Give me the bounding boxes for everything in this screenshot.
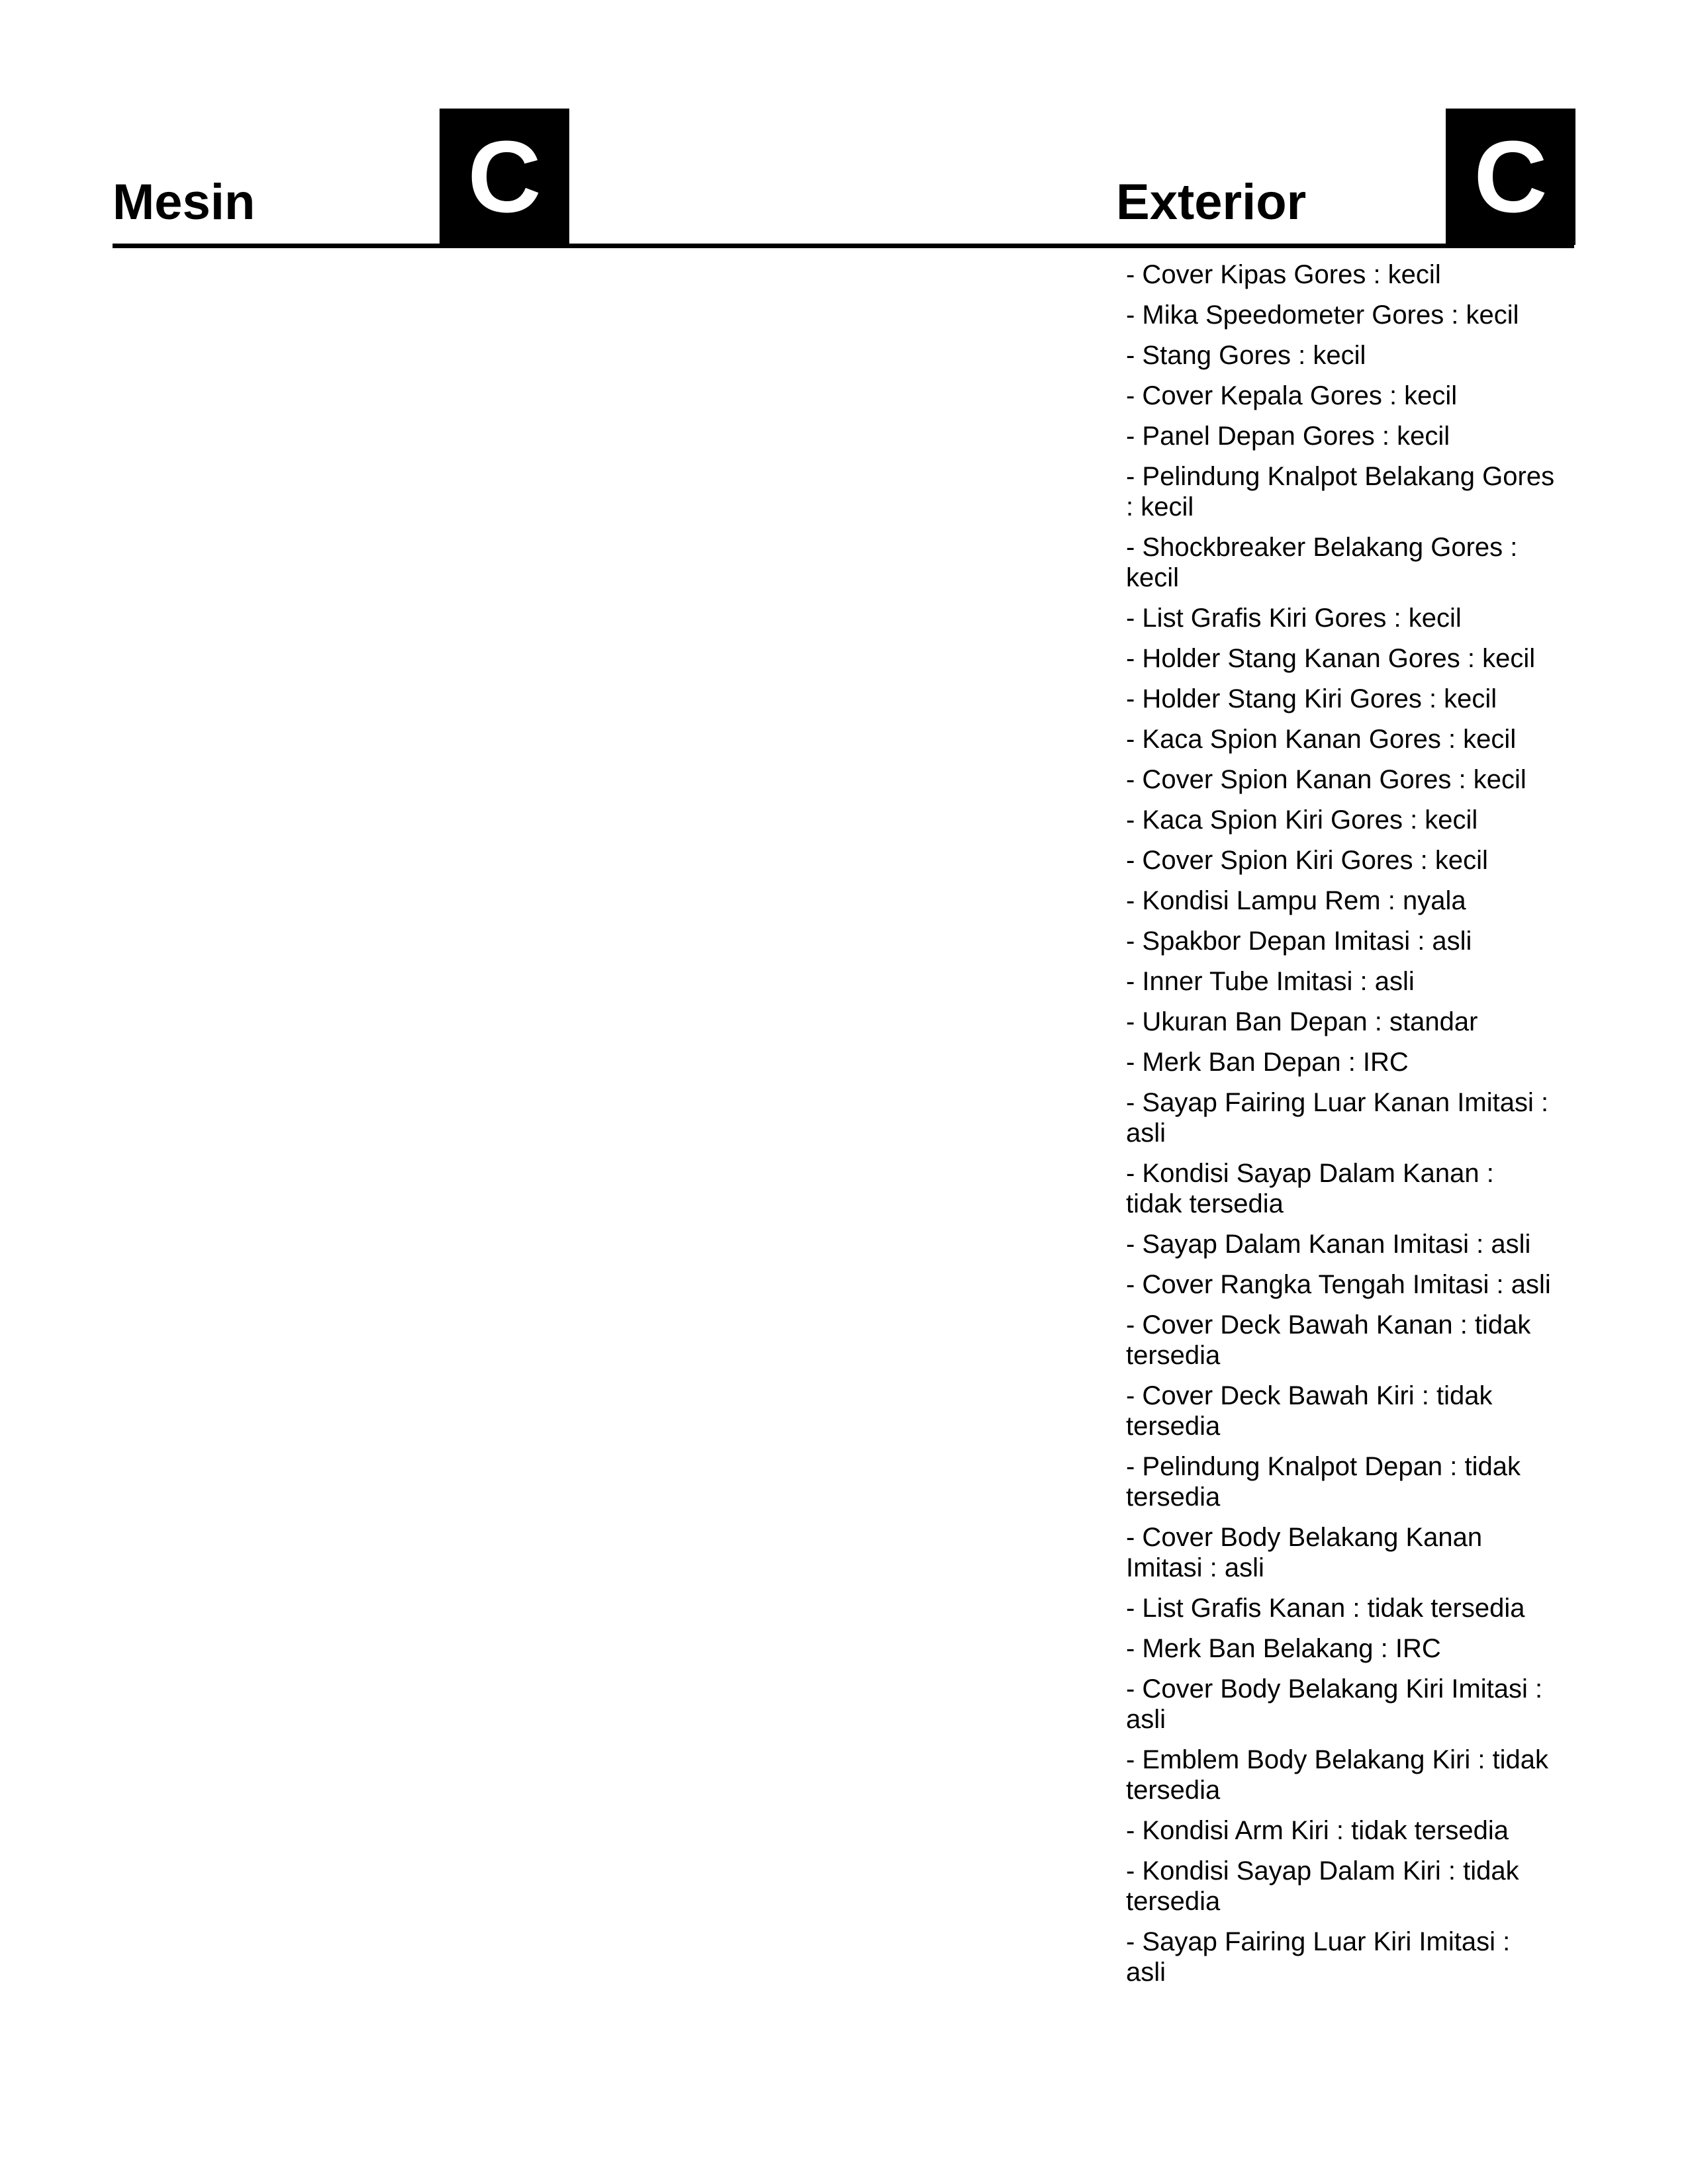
exterior-item: - Merk Ban Depan : IRC xyxy=(1126,1048,1409,1077)
exterior-item: - List Grafis Kanan : tidak tersedia xyxy=(1126,1594,1525,1623)
exterior-item: - Kondisi Sayap Dalam Kanan : tidak tersedia xyxy=(1126,1159,1494,1218)
exterior-item: - Holder Stang Kiri Gores : kecil xyxy=(1126,684,1497,713)
exterior-item: - Stang Gores : kecil xyxy=(1126,341,1366,370)
exterior-item-list xyxy=(1126,259,1556,1997)
exterior-item: - Kaca Spion Kanan Gores : kecil xyxy=(1126,725,1517,754)
exterior-item: - Panel Depan Gores : kecil xyxy=(1126,422,1450,451)
exterior-item: - Pelindung Knalpot Depan : tidak tersedia xyxy=(1126,1452,1521,1512)
exterior-item: - Sayap Fairing Luar Kiri Imitasi : asli xyxy=(1126,1927,1511,1987)
exterior-item: - Kaca Spion Kiri Gores : kecil xyxy=(1126,805,1478,835)
exterior-item: - Cover Kepala Gores : kecil xyxy=(1126,381,1458,410)
exterior-item: - Kondisi Lampu Rem : nyala xyxy=(1126,886,1466,915)
exterior-item: - Shockbreaker Belakang Gores : kecil xyxy=(1126,533,1518,592)
exterior-item: - Cover Body Belakang Kanan Imitasi : asli xyxy=(1126,1523,1483,1582)
exterior-grade-badge: C xyxy=(1446,109,1575,245)
exterior-item: - Ukuran Ban Depan : standar xyxy=(1126,1007,1478,1036)
mesin-grade-badge: C xyxy=(440,109,569,245)
exterior-item: - Spakbor Depan Imitasi : asli xyxy=(1126,927,1472,956)
exterior-item: - Cover Spion Kanan Gores : kecil xyxy=(1126,765,1526,794)
exterior-item: - Inner Tube Imitasi : asli xyxy=(1126,967,1415,996)
header-divider xyxy=(113,244,1574,248)
exterior-item: - Cover Body Belakang Kiri Imitasi : asli xyxy=(1126,1674,1543,1734)
exterior-item: - Mika Speedometer Gores : kecil xyxy=(1126,300,1519,330)
exterior-item: - Holder Stang Kanan Gores : kecil xyxy=(1126,644,1536,673)
exterior-item: - Cover Deck Bawah Kiri : tidak tersedia xyxy=(1126,1381,1493,1441)
exterior-item: - Cover Rangka Tengah Imitasi : asli xyxy=(1126,1270,1551,1299)
exterior-item: - Emblem Body Belakang Kiri : tidak tersedia xyxy=(1126,1745,1549,1805)
exterior-item: - Sayap Fairing Luar Kanan Imitasi : asli xyxy=(1126,1088,1549,1148)
exterior-item: - List Grafis Kiri Gores : kecil xyxy=(1126,604,1462,633)
exterior-item: - Cover Kipas Gores : kecil xyxy=(1126,260,1441,289)
exterior-item: - Sayap Dalam Kanan Imitasi : asli xyxy=(1126,1230,1531,1259)
exterior-item: - Kondisi Sayap Dalam Kiri : tidak tersedia xyxy=(1126,1856,1519,1916)
exterior-item: - Cover Deck Bawah Kanan : tidak tersedia xyxy=(1126,1310,1531,1370)
exterior-item: - Pelindung Knalpot Belakang Gores : kecil xyxy=(1126,462,1555,522)
mesin-section-title: Mesin xyxy=(113,174,256,230)
exterior-item: - Cover Spion Kiri Gores : kecil xyxy=(1126,846,1488,875)
exterior-section-title: Exterior xyxy=(1116,174,1307,230)
exterior-item: - Kondisi Arm Kiri : tidak tersedia xyxy=(1126,1816,1509,1845)
exterior-item: - Merk Ban Belakang : IRC xyxy=(1126,1634,1441,1663)
